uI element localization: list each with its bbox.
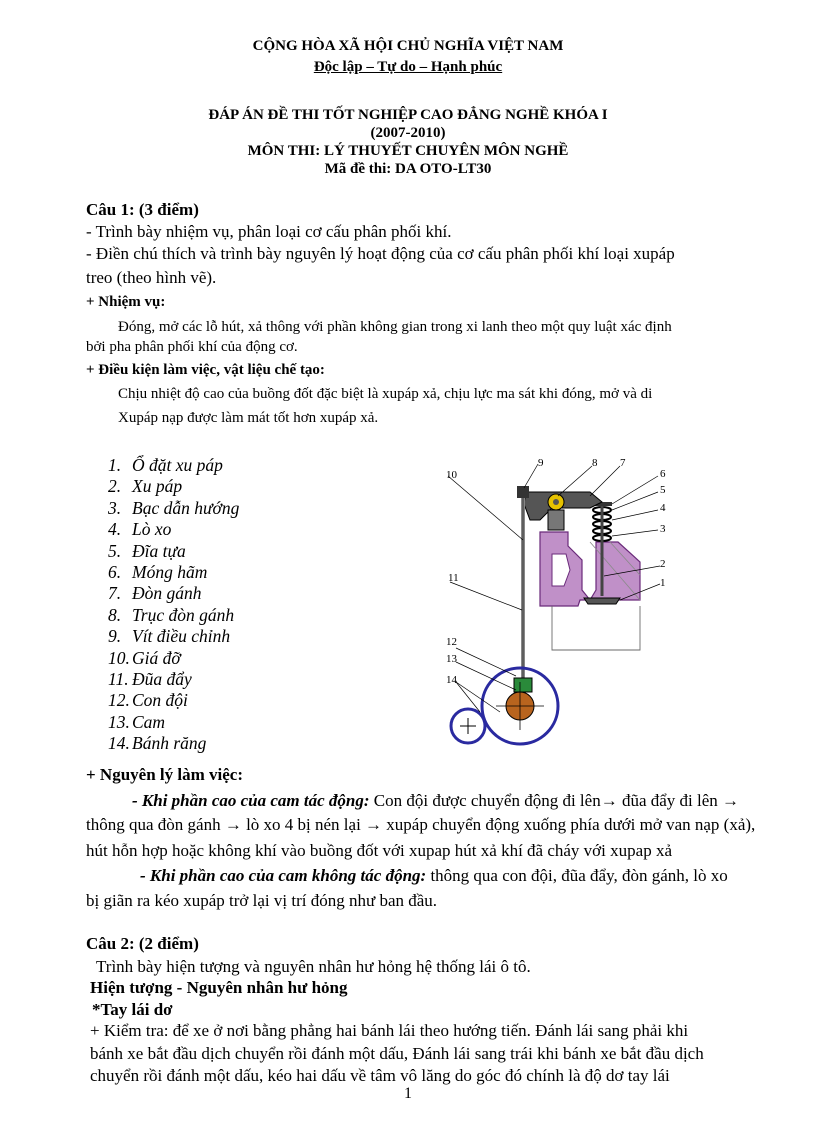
task-text-1: Đóng, mở các lỗ hút, xả thông với phần không gian trong xi lanh theo một quy luật xác định — [118, 319, 672, 335]
parts-list-item: 2. Xu páp — [108, 476, 183, 497]
parts-list-item: 5. Đĩa tựa — [108, 540, 186, 561]
diagram-label-6: 6 — [660, 468, 666, 480]
parts-list-item: 14. Bánh răng — [108, 733, 207, 754]
diagram-label-1: 1 — [660, 577, 666, 589]
exam-subject: MÔN THI: LÝ THUYẾT CHUYÊN MÔN NGHỀ — [247, 143, 569, 159]
principle-case-2 — [140, 866, 728, 886]
q2-subheading: Hiện tượng - Nguyên nhân hư hỏng — [90, 978, 348, 997]
q1-requirement-2b: treo (theo hình vẽ). — [86, 268, 217, 287]
diagram-label-2: 2 — [660, 558, 666, 570]
principle-case-1 — [132, 791, 739, 811]
page-number: 1 — [404, 1085, 412, 1102]
diagram-label-14: 14 — [446, 674, 457, 686]
principle-case-1-line-2: thông qua đòn gánh → lò xo 4 bị nén lại → xupáp chuyển động xuống phía dưới mở van nạp (xả), — [86, 815, 756, 834]
q2-heading: Câu 2: (2 điểm) — [86, 934, 199, 953]
principle-case-2-text: thông qua con đội, đũa đẩy, đòn gánh, lò xo — [426, 866, 728, 885]
diagram-label-12: 12 — [446, 636, 457, 648]
q1-requirement-1: - Trình bày nhiệm vụ, phân loại cơ cấu phân phối khí. — [86, 222, 452, 241]
diagram-label-11: 11 — [448, 572, 459, 584]
q1-heading: Câu 1: (3 điểm) — [86, 200, 199, 219]
diagram-label-7: 7 — [620, 457, 626, 469]
diagram-label-8: 8 — [592, 457, 598, 469]
principle-case-2-lead: - Khi phần cao của cam không tác động: — [140, 866, 427, 885]
parts-list-item: 13. Cam — [108, 711, 166, 732]
valve-head — [584, 598, 620, 604]
q2-text-2: bánh xe bắt đầu dịch chuyển rồi đánh một dấu, Đánh lái sang trái khi bánh xe bắt đầu dịch — [90, 1044, 704, 1063]
principle-case-1-text: Con đội được chuyển động đi lên→ đũa đẩy đi lên → — [369, 791, 740, 810]
parts-list-item: 9. Vít điều chỉnh — [108, 626, 231, 647]
exam-code: Mã đề thi: DA OTO-LT30 — [324, 161, 492, 177]
parts-list-item: 4. Lò xo — [108, 519, 172, 540]
diagram-label-4: 4 — [660, 502, 666, 514]
q2-text-3: chuyển rồi đánh một dấu, kéo hai dấu về tâm vô lăng do góc đó chính là độ dơ tay lái — [90, 1066, 670, 1085]
task-text-2: bởi pha phân phối khí của động cơ. — [86, 339, 298, 355]
principle-case-2-line-2: bị giãn ra kéo xupáp trở lại vị trí đóng như ban đầu. — [86, 891, 438, 910]
q2-text-1: + Kiểm tra: để xe ở nơi bằng phẳng hai bánh lái theo hướng tiến. Đánh lái sang phải khi — [90, 1021, 689, 1040]
diagram-label-9: 9 — [538, 457, 544, 469]
diagram-label-5: 5 — [660, 484, 666, 496]
q2-item-heading: *Tay lái dơ — [92, 1000, 173, 1019]
valve-mechanism-diagram — [440, 450, 680, 760]
principle-heading: + Nguyên lý làm việc: — [86, 765, 244, 784]
parts-list-item: 8. Trục đòn gánh — [108, 604, 235, 625]
task-heading: + Nhiệm vụ: — [86, 294, 166, 310]
diagram-label-10: 10 — [446, 469, 457, 481]
tappet — [514, 678, 532, 692]
parts-list-item: 10. Giá đỡ — [108, 647, 181, 668]
parts-list-item: 6. Móng hãm — [108, 561, 208, 582]
exam-years: (2007-2010) — [370, 125, 446, 141]
parts-list-item: 1. Ổ đặt xu páp — [108, 455, 223, 475]
diagram-label-13: 13 — [446, 653, 457, 665]
conditions-text-1: Chịu nhiệt độ cao của buồng đốt đặc biệt là xupáp xả, chịu lực ma sát khi đóng, mở và di — [118, 386, 653, 402]
parts-list-item: 3. Bạc dẫn hướng — [108, 497, 240, 518]
country-header: CỘNG HÒA XÃ HỘI CHỦ NGHĨA VIỆT NAM — [252, 38, 564, 54]
parts-list-item: 12. Con đội — [108, 690, 188, 711]
parts-list — [108, 455, 239, 754]
parts-list-item: 7. Đòn gánh — [108, 583, 202, 604]
motto-text: Độc lập – Tự do – Hạnh phúc — [313, 59, 503, 75]
q2-requirement: Trình bày hiện tượng và nguyên nhân hư hỏng hệ thống lái ô tô. — [96, 957, 531, 976]
principle-case-1-lead: - Khi phần cao của cam tác động: — [132, 791, 370, 810]
principle-case-1-line-3: hút hỗn hợp hoặc không khí vào buồng đốt với xupap hút xả khí đã cháy với xupap xả — [86, 841, 672, 860]
parts-list-item: 11. Đũa đẩy — [108, 668, 192, 689]
conditions-heading: + Điều kiện làm việc, vật liệu chế tạo: — [86, 362, 325, 378]
diagram-label-3: 3 — [660, 523, 666, 535]
exam-title: ĐÁP ÁN ĐỀ THI TỐT NGHIỆP CAO ĐẲNG NGHỀ KHÓA I — [208, 107, 608, 123]
motto — [0, 59, 816, 76]
conditions-text-2: Xupáp nạp được làm mát tốt hơn xupáp xả. — [118, 410, 379, 426]
q1-requirement-2a: - Điền chú thích và trình bày nguyên lý hoạt động của cơ cấu phân phối khí loại xupáp — [86, 244, 675, 263]
